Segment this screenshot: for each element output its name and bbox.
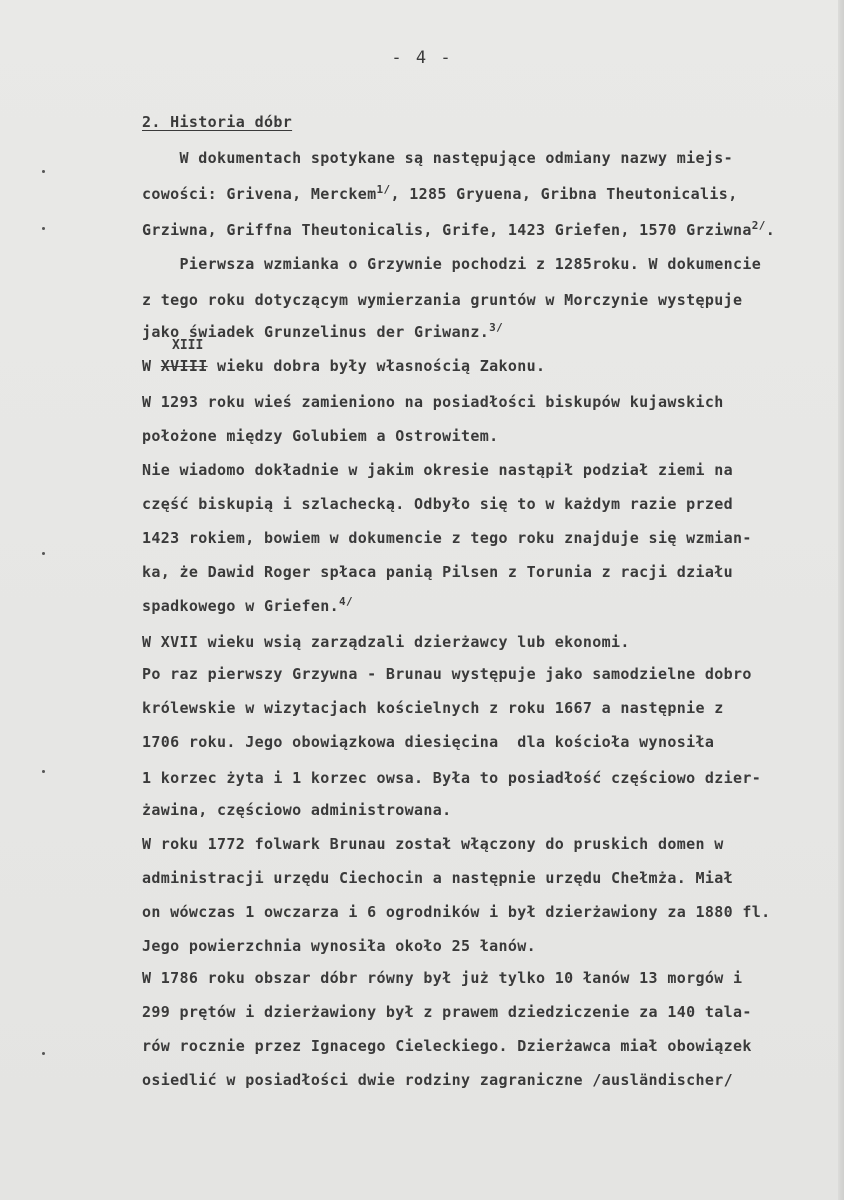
handwritten-correction: XIII — [172, 338, 204, 353]
text-line-content: W 1786 roku obszar dóbr równy był już tylko 10 łanów 13 morgów i — [142, 969, 743, 987]
text-line-content: 1706 roku. Jego obowiązkowa diesięcina dla kościoła wynosiła — [142, 733, 715, 751]
text-line-content: W — [142, 357, 161, 375]
text-line-content: jako świadek Grunzelinus der Griwanz. — [142, 323, 490, 341]
text-line — [142, 254, 761, 274]
text-line-content: Jego powierzchnia wynosiła około 25 łanów. — [142, 937, 536, 955]
text-line-content: rów rocznie przez Ignacego Cieleckiego. Dzierżawca miał obowiązek — [142, 1037, 752, 1055]
text-line-content: Grziwna, Griffna Theutonicalis, Grife, 1423 Griefen, 1570 Grziwna — [142, 221, 752, 239]
text-line — [142, 664, 752, 684]
text-line — [142, 562, 733, 582]
text-line-content: żawina, częściowo administrowana. — [142, 801, 452, 819]
text-line — [142, 800, 452, 820]
text-line-content: Pierwsza wzmianka o Grzywnie pochodzi z 1285roku. W dokumencie — [142, 255, 762, 273]
punch-hole-mark — [42, 227, 45, 230]
text-line — [142, 148, 733, 168]
page-edge-shadow — [838, 0, 844, 1200]
text-line — [142, 596, 353, 616]
text-line-content: 299 prętów i dzierżawiony był z prawem dziedziczenie za 140 tala- — [142, 1003, 752, 1021]
text-line — [142, 936, 536, 956]
text-line-content: 1423 rokiem, bowiem w dokumencie z tego roku znajduje się wzmian- — [142, 529, 752, 547]
text-line — [142, 356, 545, 376]
page-number: - 4 - — [391, 48, 453, 68]
text-line — [142, 868, 733, 888]
footnote-ref: 1/ — [376, 183, 391, 196]
punch-hole-mark — [42, 552, 45, 555]
text-line-content: Po raz pierwszy Grzywna - Brunau występuje jako samodzielne dobro — [142, 665, 752, 683]
text-line-tail: , 1285 Gryuena, Gribna Theutonicalis, — [390, 185, 738, 203]
text-line — [142, 290, 742, 310]
text-line-content: 1 korzec żyta i 1 korzec owsa. Była to posiadłość częściowo dzier- — [142, 769, 762, 787]
text-line-content: W dokumentach spotykane są następujące odmiany nazwy miejs- — [142, 149, 733, 167]
text-line-content: Nie wiadomo dokładnie w jakim okresie nastąpił podział ziemi na — [142, 461, 733, 479]
text-line-content: on wówczas 1 owczarza i 6 ogrodników i był dzierżawiony za 1880 fl. — [142, 903, 771, 921]
text-line-content: osiedlić w posiadłości dwie rodziny zagraniczne /ausländischer/ — [142, 1071, 733, 1089]
text-line-content: położone między Golubiem a Ostrowitem. — [142, 427, 499, 445]
text-line-content: W XVII wieku wsią zarządzali dzierżawcy lub ekonomi. — [142, 633, 630, 651]
text-line-content: ka, że Dawid Roger spłaca panią Pilsen z Torunia z racji działu — [142, 563, 733, 581]
text-line-content: W roku 1772 folwark Brunau został włączony do pruskich domen w — [142, 835, 724, 853]
text-line-content: część biskupią i szlachecką. Odbyło się to w każdym razie przed — [142, 495, 733, 513]
text-line — [142, 494, 733, 514]
text-line — [142, 528, 752, 548]
text-line — [142, 1070, 733, 1090]
text-line — [142, 426, 498, 446]
punch-hole-mark — [42, 770, 45, 773]
text-line — [142, 968, 742, 988]
text-line-content: z tego roku dotyczącym wymierzania gruntów w Morczynie występuje — [142, 291, 743, 309]
text-line — [142, 834, 724, 854]
text-line-content: spadkowego w Griefen. — [142, 597, 339, 615]
text-line-tail: wieku dobra były własnością Zakonu. — [207, 357, 546, 375]
text-line — [142, 322, 503, 342]
text-line-content: administracji urzędu Ciechocin a następnie urzędu Chełmża. Miał — [142, 869, 733, 887]
text-line — [142, 902, 771, 922]
punch-hole-mark — [42, 170, 45, 173]
text-line-content: królewskie w wizytacjach kościelnych z roku 1667 a następnie z — [142, 699, 724, 717]
section-heading: 2. Historia dóbr — [142, 113, 293, 131]
text-line — [142, 698, 724, 718]
text-line — [142, 460, 733, 480]
text-line — [142, 184, 738, 204]
text-line — [142, 1036, 752, 1056]
punch-hole-mark — [42, 1052, 45, 1055]
footnote-ref: 2/ — [751, 219, 766, 232]
struck-text: XVIII — [160, 357, 208, 375]
text-line — [142, 768, 761, 788]
text-line — [142, 732, 714, 752]
text-line — [142, 220, 775, 240]
text-line-content: W 1293 roku wieś zamieniono na posiadłości biskupów kujawskich — [142, 393, 724, 411]
text-line-tail: . — [765, 221, 776, 239]
footnote-ref: 4/ — [339, 595, 353, 608]
text-line — [142, 632, 630, 652]
footnote-ref: 3/ — [489, 321, 504, 334]
text-line-content: cowości: Grivena, Merckem — [142, 185, 377, 203]
text-line — [142, 392, 724, 412]
text-line — [142, 1002, 752, 1022]
